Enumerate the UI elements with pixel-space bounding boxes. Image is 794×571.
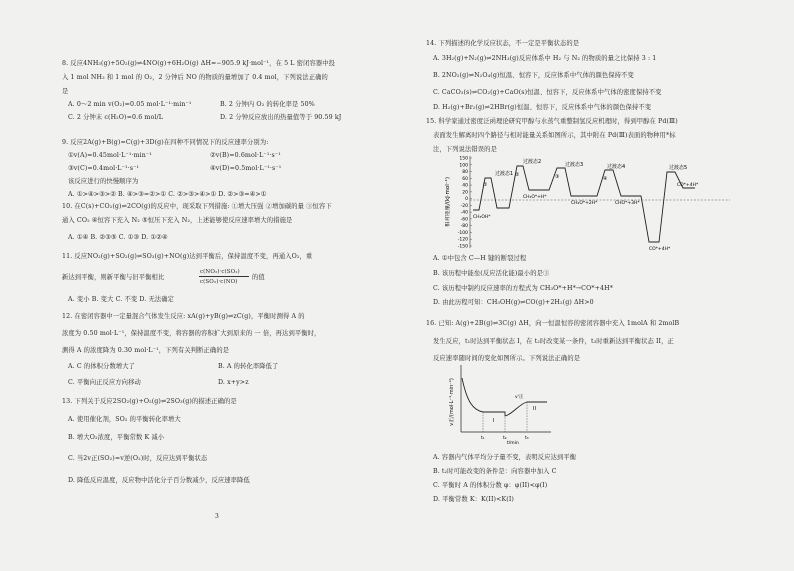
rate-time-chart (447, 362, 557, 444)
region-i: I (493, 418, 495, 424)
energy-ytick-label: -60 (460, 217, 468, 223)
energy-ytick-label: -150 (457, 244, 468, 250)
energy-path-1 (473, 178, 503, 210)
q13-option-b: B. 增大O₂浓度，平衡常数 K 减小 (68, 434, 165, 441)
q11-stem-2: 新达到平衡，则新平衡与旧平衡相比 (62, 274, 165, 281)
energy-path-4 (587, 170, 635, 196)
energy-ytick-label: 80 (462, 170, 468, 176)
q14-option-d: D. H₂(g)+Br₂(g)⇌2HBr(g)恒温、恒容下，反应体系中气体的颜色保持不变 (433, 104, 652, 111)
q8-stem-3: 是 (62, 88, 69, 95)
q9-rate-4: ④v(D)=0.5mol·L⁻¹·s⁻¹ (210, 165, 282, 172)
q16-stem-3: 反应速率随时间的变化如图所示。下列说法正确的是 (433, 355, 581, 362)
q16-option-b: B. t₂时可能改变的条件是：向容器中加入 C (433, 468, 557, 475)
q15-option-c: C. 该历程中制约反应速率的方程式为 CH₃O*+H*→CO*+4H* (433, 285, 613, 292)
q9-rate-3: ③v(C)=0.4mol·L⁻¹·s⁻¹ (68, 165, 140, 172)
q12-stem-1: 12. 在密闭容器中一定量混合气体发生反应: xA(g)+yB(g)⇌zC(g)，平衡时测得 A 的 (62, 313, 305, 320)
energy-ytick-label: -40 (460, 210, 468, 216)
rate-annotation: v'正 (515, 395, 524, 400)
q8-option-b: B. 2 分钟内 O₂ 的转化率是 50% (220, 101, 315, 108)
q8-option-a: A. 0～2 min v(O₂)=0.05 mol·L⁻¹·min⁻¹ (68, 101, 192, 108)
q12-stem-3: 测得 A 的浓度降为 0.30 mol·L⁻¹，下列有关判断正确的是 (62, 347, 230, 354)
s1-label: CH₃O*+H* (523, 195, 547, 200)
q8-option-c: C. 2 分钟末 c(H₂O)=0.6 mol/L (68, 114, 163, 121)
q11-stem-3: 的值 (252, 274, 265, 281)
q16-option-c: C. 平衡时 A 的体积分数 φ：φ(II)<φ(I) (433, 482, 548, 489)
energy-ytick-label: 150 (459, 156, 468, 162)
rate-xlabel: t/min (507, 441, 519, 444)
q14-option-a: A. 3H₂(g)+N₂(g)⇌2NH₃(g)反应体系中 H₂ 与 N₂ 的物质的量之比保持 3 : 1 (433, 55, 657, 62)
energy-ytick-label: 60 (462, 176, 468, 182)
q9-options: A. ①>④>③>② B. ④>③=②>① C. ②>③>④>① D. ②>③=④>① (68, 191, 267, 198)
tick-t2: t₂ (503, 436, 507, 441)
q8-option-d: D. 2 分钟反应放出的热量值等于 90.59 kJ (220, 114, 342, 121)
energy-ytick-label: 20 (462, 190, 468, 196)
s4-label: CO*+4H* (649, 247, 671, 252)
q11-options: A. 变小 B. 变大 C. 不变 D. 无法确定 (68, 296, 175, 303)
q14-option-b: B. 2NO₂(g)⇌N₂O₄(g)恒温、恒容下，反应体系中气体的颜色保持不变 (433, 72, 634, 79)
q9-note: 该反应进行的快慢顺序为 (68, 178, 139, 185)
q13-option-a: A. 使用催化剂，SO₂ 的平衡转化率增大 (68, 416, 181, 423)
s3-label: CHO*+3H* (615, 201, 640, 206)
q13-option-d: D. 降低反应温度，反应物中活化分子百分数减少，反应速率降低 (68, 477, 250, 484)
q10-options: A. ①④ B. ②③⑤ C. ①③ D. ①②④ (68, 234, 168, 241)
marker-2: ② (515, 172, 520, 178)
q15-option-d: D. 由此历程可知：CH₃OH(g)⇌CO(g)+2H₂(g) ΔH>0 (433, 299, 594, 306)
q11-stem-1: 11. 反应NO₂(g)+SO₂(g)⇌SO₃(g)+NO(g)达到平衡后，保持温度不变，再通入O₂，重 (62, 253, 313, 260)
ts3-label: 过渡态3 (565, 162, 584, 168)
rate-ylabel: v正/(mol·L⁻¹·min⁻¹) (449, 378, 455, 426)
q9-rate-1: ①v(A)=0.45mol·L⁻¹·min⁻¹ (68, 152, 152, 159)
q12-option-d: D. x+y>z (218, 379, 249, 386)
s2-label: CH₂O*+2H* (571, 201, 598, 206)
energy-ytick-label: -120 (457, 237, 468, 243)
q8-stem-1: 8. 反应4NH₃(g)+5O₂(g)⇌4NO(g)+6H₂O(g) ΔH=−905.9 kJ·mol⁻¹，在 5 L 密闭容器中投 (62, 60, 336, 67)
q9-rate-2: ②v(B)=0.6mol·L⁻¹·s⁻¹ (210, 152, 281, 159)
tick-t1: t₁ (481, 436, 485, 441)
q11-fraction-bar (199, 276, 249, 277)
q14-option-c: C. CaCO₃(s)⇌CO₂(g)+CaO(s)恒温、恒容下，反应体系中气体的密度保持不变 (433, 89, 662, 96)
q12-option-b: B. A 的转化率降低了 (218, 363, 279, 370)
energy-ytick-label: 100 (459, 163, 468, 169)
q11-fraction-numerator: c(NO₂)·c(SO₂) (200, 269, 240, 275)
q11-fraction-denominator: c(SO₃)·c(NO) (200, 279, 238, 285)
q15-option-b: B. 该历程中能垒(反应活化能)最小的是③ (433, 270, 550, 277)
q15-stem-1: 15. 科学家通过密度泛函理论研究甲醇与水蒸气重整制氢反应机理时，得到甲醇在 Pd(Ⅲ) (426, 118, 678, 125)
q15-stem-3: 注，下列说法错误的是 (433, 146, 497, 153)
energy-ytick-label: -80 (460, 224, 468, 230)
ts4-label: 过渡态4 (607, 164, 626, 170)
q16-option-a: A. 容器内气体平均分子量不变，表明反应达到平衡 (433, 454, 577, 461)
q10-stem-2: 通入 CO₂ ④恒容下充入 N₂ ⑤恒压下充入 N₂，上述能够使反应速率增大的措施是 (62, 217, 293, 224)
energy-diagram (445, 152, 735, 252)
q10-stem-1: 10. 在C(s)+CO₂(g)⇌2CO(g)的反应中，现采取下列措施: ①增大压强 ②增加碳的量 ③恒容下 (62, 203, 332, 210)
marker-4: ④ (603, 176, 608, 182)
q12-option-c: C. 平衡向正反应方向移动 (68, 379, 141, 386)
q15-option-a: A. ①中包含 C—H 键的断裂过程 (433, 255, 527, 262)
marker-3: ③ (555, 174, 560, 180)
region-ii: II (533, 406, 536, 412)
energy-ytick-label: -20 (460, 203, 468, 209)
q16-stem-1: 16. 已知: A(g)+2B(g)⇌3C(g) ΔH，向一恒温恒容的密闭容器中充入 1molA 和 2molB (426, 320, 680, 327)
ts2-label: 过渡态2 (523, 159, 542, 165)
q16-option-d: D. 平衡常数 K：K(II)<K(I) (433, 496, 514, 503)
q13-option-c: C. 当2v正(SO₂)=v逆(O₂)时，反应达到平衡状态 (68, 455, 208, 462)
q16-stem-2: 发生反应，t₁时达到平衡状态 I，在 t₂时改变某一条件，t₃时重新达到平衡状态 II，正 (433, 338, 674, 345)
q12-option-a: A. C 的体积分数增大了 (68, 363, 136, 370)
start-label: CH₃OH* (473, 215, 491, 220)
q13-stem: 13. 下列关于反应2SO₂(g)+O₂(g)⇌2SO₃(g)的描述正确的是 (62, 398, 237, 405)
q15-stem-2: 表面发生解离时四个路径与相对能量关系如图所示，其中附在 Pd(Ⅲ)表面的物种用*标 (433, 132, 676, 139)
energy-ytick-label: -100 (457, 230, 468, 236)
final-label: CO*+4H* (677, 183, 699, 188)
energy-path-3 (541, 168, 587, 196)
q9-stem: 9. 反应2A(g)+B(g)=C(g)+3D(g)在四种不同情况下的反应速率分别为: (62, 139, 269, 146)
tick-t3: t₃ (525, 436, 529, 441)
ts5-label: 过渡态5 (669, 165, 688, 171)
q8-stem-2: 入 1 mol NH₃ 和 1 mol 的 O₂，2 分钟后 NO 的物质的量增加了 0.4 mol，下列说法正确的 (62, 74, 328, 81)
ts1-label: 过渡态1 (495, 171, 514, 177)
right-page (397, 0, 794, 571)
q14-stem: 14. 下列描述的化学反应状态，不一定是平衡状态的是 (426, 40, 580, 47)
energy-ylabel: 相对能量/(kJ·mol⁻¹) (445, 176, 451, 228)
q12-stem-2: 浓度为 0.50 mol·L⁻¹，保持温度不变，将容器的容积扩大到原来的 一 倍，再达到平衡时， (62, 330, 321, 337)
page-number: 3 (215, 513, 219, 520)
energy-ytick-label: 40 (462, 183, 468, 189)
marker-1: ① (483, 182, 488, 188)
energy-ytick-label: 0 (465, 197, 468, 203)
